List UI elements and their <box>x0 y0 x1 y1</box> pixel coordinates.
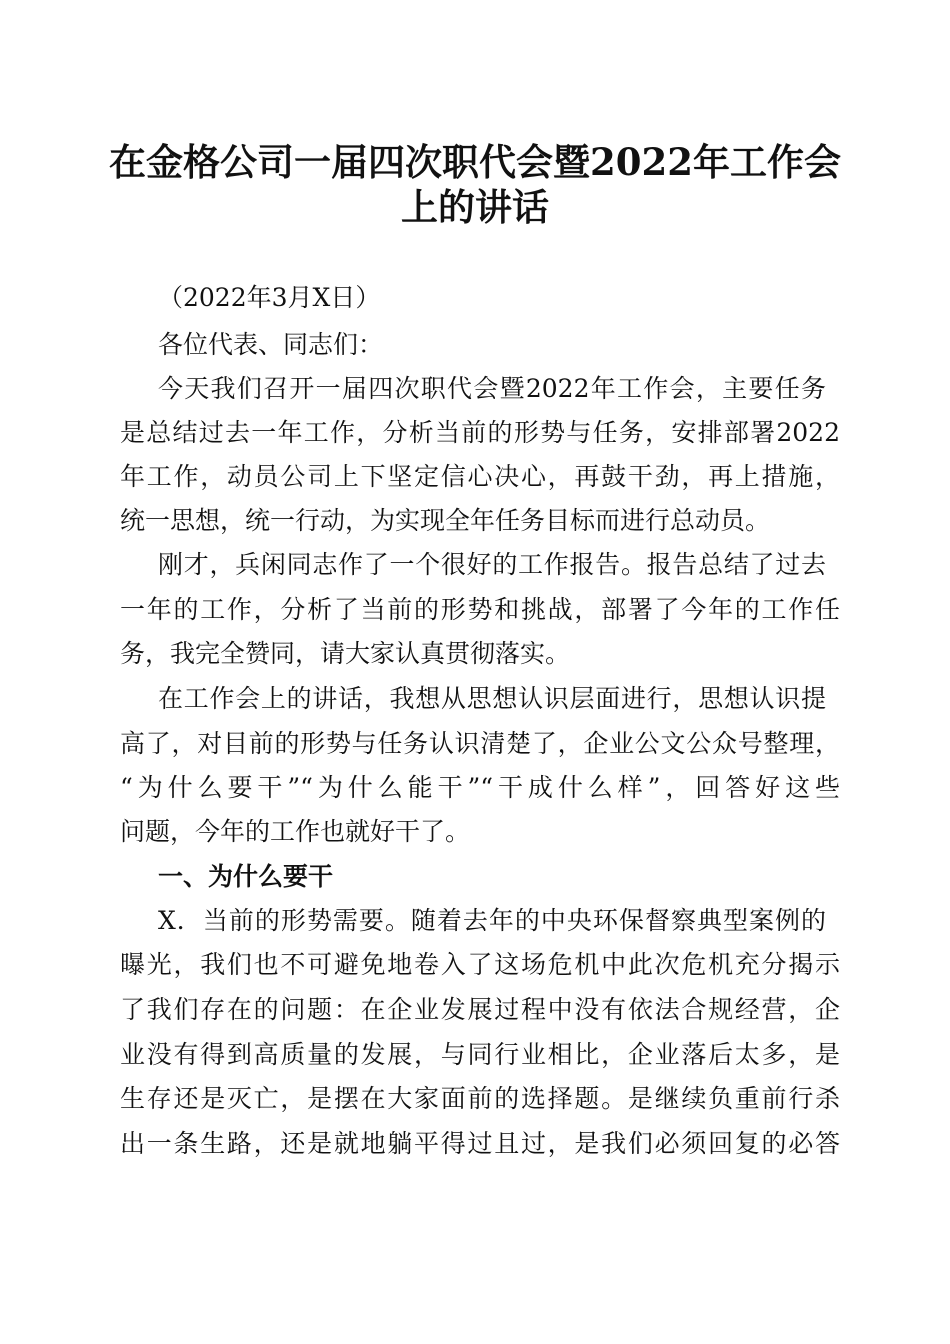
paragraph-3-line-2: 高了，对目前的形势与任务认识清楚了，企业公文公众号整理， <box>120 729 840 758</box>
paragraph-3-line-1: 在工作会上的讲话，我想从思想认识层面进行，思想认识提 <box>158 684 826 713</box>
paragraph-4-line-2: 曝光，我们也不可避免地卷入了这场危机中此次危机充分揭示 <box>120 950 840 979</box>
paragraph-3-line-4: 问题，今年的工作也就好干了。 <box>120 817 471 846</box>
paragraph-1-line-4: 统一思想，统一行动，为实现全年任务目标而进行总动员。 <box>120 506 771 535</box>
salutation: 各位代表、同志们： <box>158 330 384 359</box>
paragraph-1-line-3: 年工作，动员公司上下坚定信心决心，再鼓干劲，再上措施， <box>120 462 840 491</box>
paragraph-1-line-1: 今天我们召开一届四次职代会暨2022年工作会，主要任务 <box>158 374 826 403</box>
paragraph-4-line-5: 生存还是灭亡，是摆在大家面前的选择题。是继续负重前行杀 <box>120 1084 840 1113</box>
document-date: （2022年3月X日） <box>158 283 381 312</box>
paragraph-3-line-3: “为什么要干”“为什么能干”“干成什么样”，回答好这些 <box>120 773 840 802</box>
document-title-line-2: 上的讲话 <box>401 185 549 229</box>
paragraph-2-line-1: 刚才，兵闲同志作了一个很好的工作报告。报告总结了过去 <box>158 550 826 579</box>
paragraph-4-line-3: 了我们存在的问题：在企业发展过程中没有依法合规经营，企 <box>120 995 840 1024</box>
paragraph-2-line-3: 务，我完全赞同，请大家认真贯彻落实。 <box>120 639 571 668</box>
document-title-line-1: 在金格公司一届四次职代会暨2022年工作会 <box>109 140 841 184</box>
paragraph-4-line-6: 出一条生路，还是就地躺平得过且过，是我们必须回复的必答 <box>120 1129 840 1158</box>
paragraph-2-line-2: 一年的工作，分析了当前的形势和挑战，部署了今年的工作任 <box>120 595 840 624</box>
paragraph-4-line-4: 业没有得到高质量的发展，与同行业相比，企业落后太多，是 <box>120 1040 840 1069</box>
paragraph-4-line-1: X．当前的形势需要。随着去年的中央环保督察典型案例的 <box>158 906 826 935</box>
section-heading: 一、为什么要干 <box>158 862 334 891</box>
paragraph-1-line-2: 是总结过去一年工作，分析当前的形势与任务，安排部署2022 <box>120 418 840 447</box>
